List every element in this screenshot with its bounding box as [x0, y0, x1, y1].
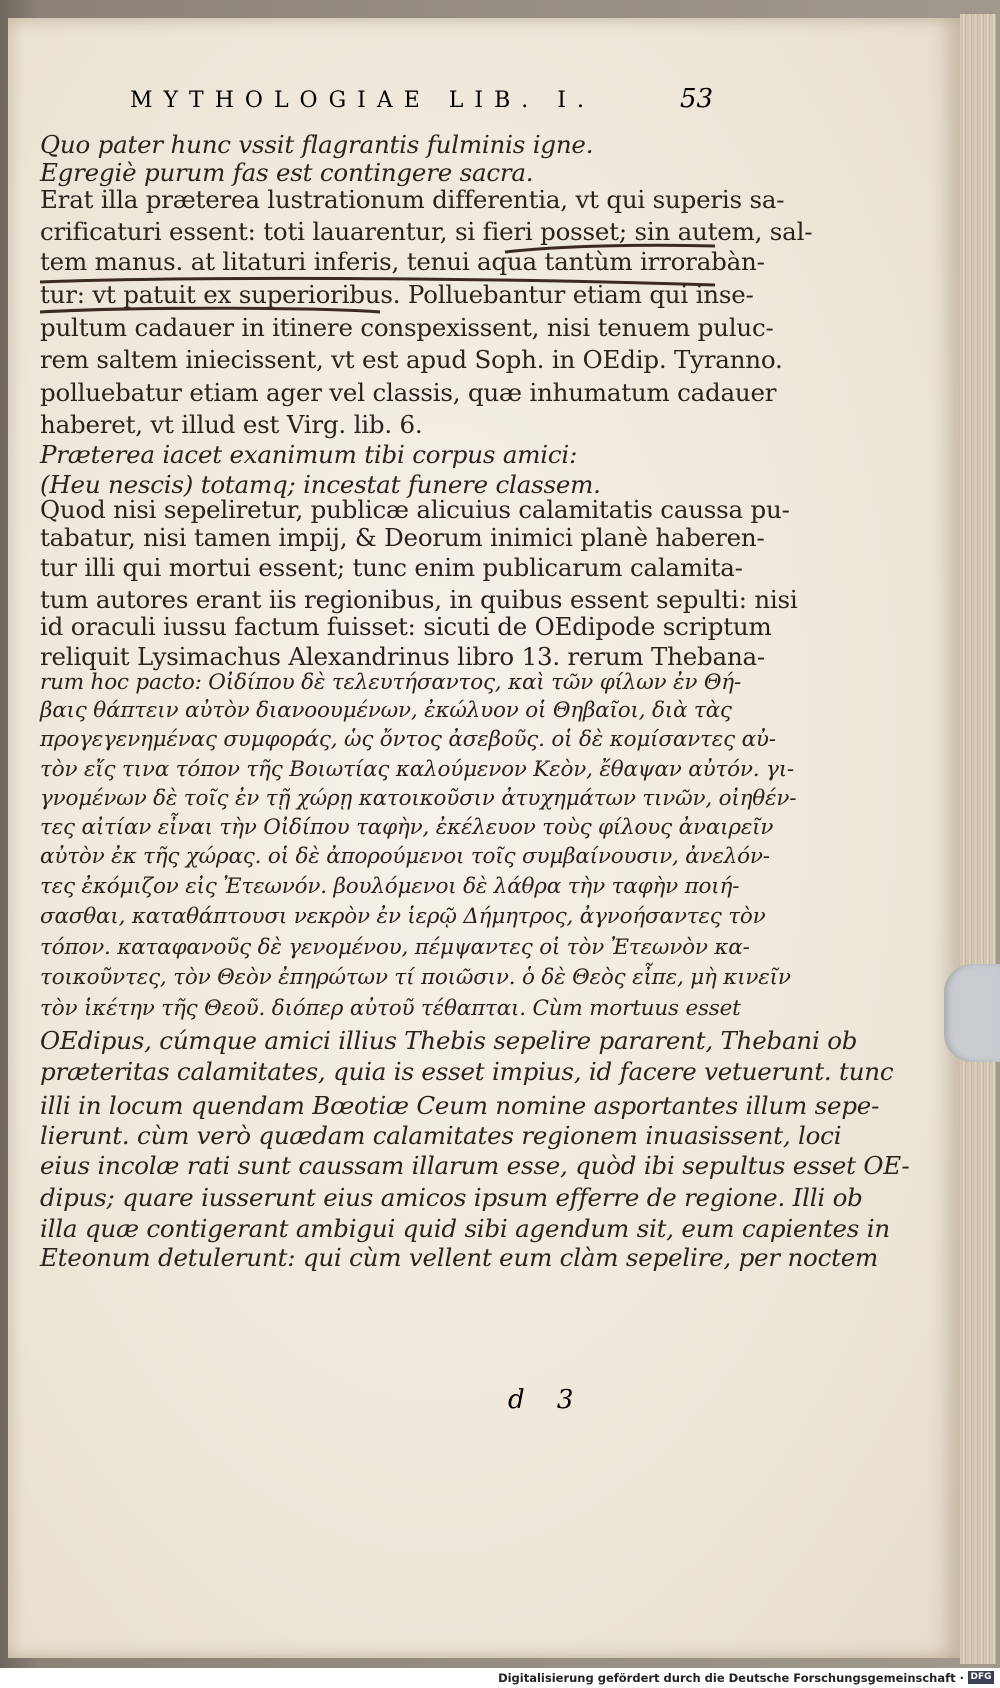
text-line: crificaturi essent: toti lauarentur, si fieri posset; sin autem, sal- [40, 217, 813, 246]
text-line: rem saltem iniecissent, vt est apud Soph. in OEdip. Tyranno. [40, 345, 783, 374]
page-number: 53 [680, 84, 714, 114]
text-line: id oraculi iussu factum fuisset: sicuti de OEdipode scriptum [40, 612, 772, 641]
text-line: reliquit Lysimachus Alexandrinus libro 13. rerum Thebana- [40, 642, 766, 671]
text-line: προγεγενημένας συμφοράς, ὡς ὄντος ἀσεβοῦς. οἱ δὲ κομίσαντες αὐ- [40, 727, 776, 752]
text-line: dipus; quare iusserunt eius amicos ipsum efferre de regione. Illi ob [40, 1183, 863, 1212]
text-line: σασθαι, καταθάπτουσι νεκρὸν ἐν ἱερῷ Δήμητρος, ἀγνοήσαντες τὸν [40, 904, 766, 929]
text-line: (Heu nescis) totamq; incestat funere classem. [40, 470, 601, 499]
text-line: βαις θάπτειν αὐτὸν διανοουμένων, ἐκώλυον οἱ Θηβαῖοι, διὰ τὰς [40, 698, 732, 723]
dfg-logo: DFG [968, 1671, 994, 1684]
text-line: pultum cadauer in itinere conspexissent, nisi tenuem puluc- [40, 313, 774, 342]
text-line: Præterea iacet exanimum tibi corpus amici: [40, 440, 578, 469]
signature-mark: d 3 [508, 1385, 586, 1415]
text-line: Eteonum detulerunt: qui cùm vellent eum clàm sepelire, per noctem [40, 1243, 879, 1272]
text-line: OEdipus, cúmque amici illius Thebis sepelire pararent, Thebani ob [40, 1026, 858, 1055]
bookmark-tab [944, 964, 1000, 1062]
text-line: tem manus. at litaturi inferis, tenui aqua tantùm irrorabàn- [40, 247, 765, 276]
text-line: τὸν εἴς τινα τόπον τῆς Βοιωτίας καλούμενον Κεὸν, ἔθαψαν αὐτόν. γι- [40, 757, 794, 782]
text-line: τες αἰτίαν εἶναι τὴν Οἰδίπου ταφὴν, ἐκέλευον τοὺς φίλους ἀναιρεῖν [40, 815, 774, 840]
text-line: Quod nisi sepeliretur, publicæ alicuius calamitatis caussa pu- [40, 495, 790, 524]
text-line: præteritas calamitates, quia is esset impius, id facere vetuerunt. tunc [40, 1057, 894, 1086]
text-line: tur: vt patuit ex superioribus. Polluebantur etiam qui inse- [40, 280, 754, 309]
text-line: illi in locum quendam Bœotiæ Ceum nomine asportantes illum sepe- [40, 1091, 880, 1120]
running-head: MYTHOLOGIAE LIB. I. [130, 88, 595, 113]
text-line: τὸν ἱκέτην τῆς Θεοῦ. διόπερ αὐτοῦ τέθαπται. Cùm mortuus esset [40, 996, 741, 1021]
text-line: Quo pater hunc vssit flagrantis fulminis igne. [40, 130, 594, 159]
text-line: αὐτὸν ἐκ τῆς χώρας. οἱ δὲ ἀπορούμενοι τοῖς συμβαίνουσιν, ἀνελόν- [40, 844, 770, 869]
text-line: Erat illa præterea lustrationum differentia, vt qui superis sa- [40, 185, 785, 214]
text-line: haberet, vt illud est Virg. lib. 6. [40, 410, 423, 439]
text-line: τόπον. καταφανοῦς δὲ γενομένου, πέμψαντες οἱ τὸν Ἐτεωνὸν κα- [40, 935, 750, 960]
text-line: polluebatur etiam ager vel classis, quæ inhumatum cadauer [40, 378, 777, 407]
text-line: tum autores erant iis regionibus, in quibus essent sepulti: nisi [40, 585, 798, 614]
text-line: τοικοῦντες, τὸν Θεὸν ἐπηρώτων τί ποιῶσιν. ὁ δὲ Θεὸς εἶπε, μὴ κινεῖν [40, 965, 791, 990]
text-line: eius incolæ rati sunt caussam illarum esse, quòd ibi sepultus esset OE- [40, 1151, 910, 1180]
page-stack-edge [960, 14, 996, 1664]
text-line: τες ἐκόμιζον εἰς Ἐτεωνόν. βουλόμενοι δὲ λάθρα τὴν ταφὴν ποιή- [40, 874, 740, 899]
text-line: tur illi qui mortui essent; tunc enim publicarum calamita- [40, 553, 743, 582]
footer-credit: Digitalisierung gefördert durch die Deutsche Forschungsgemeinschaft · [498, 1671, 964, 1685]
text-line: lierunt. cùm verò quædam calamitates regionem inuasissent, loci [40, 1121, 842, 1150]
text-line: rum hoc pacto: Οἰδίπου δὲ τελευτήσαντος, καὶ τῶν φίλων ἐν Θή- [40, 670, 742, 695]
text-line: illa quæ contigerant ambigui quid sibi agendum sit, eum capientes in [40, 1214, 890, 1243]
text-line: tabatur, nisi tamen impij, & Deorum inimici planè haberen- [40, 523, 765, 552]
text-line: γνομένων δὲ τοῖς ἐν τῇ χώρῃ κατοικοῦσιν ἀτυχημάτων τινῶν, οἰηθέν- [40, 786, 797, 811]
text-line: Egregiè purum fas est contingere sacra. [40, 158, 534, 187]
